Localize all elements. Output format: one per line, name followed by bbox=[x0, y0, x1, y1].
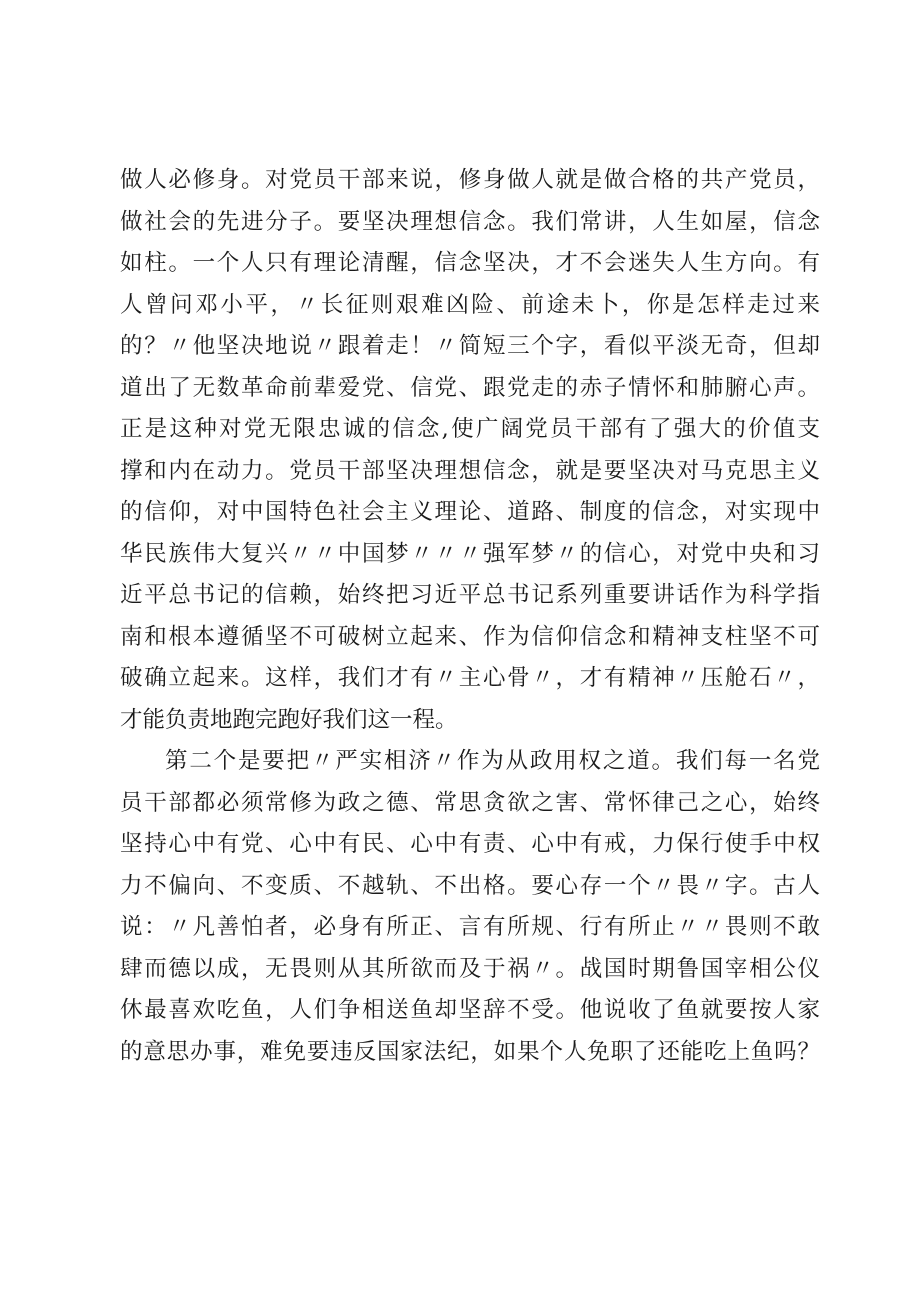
text-line: 的信仰，对中国特色社会主义理论、道路、制度的信念，对实现中 bbox=[120, 499, 820, 525]
text-line: 做社会的先进分子。要坚决理想信念。我们常讲，人生如屋，信念 bbox=[120, 208, 820, 235]
text-line: 说：〃凡善怕者，必身有所正、言有所规、行有所止〃〃畏则不敢 bbox=[120, 914, 820, 940]
text-line: 道出了无数革命前辈爱党、信党、跟党走的赤子情怀和肺腑心声。 bbox=[120, 374, 820, 401]
text-line: 华民族伟大复兴〃〃中国梦〃〃〃强军梦〃的信心，对党中央和习 bbox=[120, 540, 820, 567]
text-line: 的？〃他坚决地说〃跟着走！〃简短三个字，看似平淡无奇，但却 bbox=[120, 333, 820, 359]
text-line: 才能负责地跑完跑好我们这一程。 bbox=[120, 706, 458, 733]
text-line: 如柱。一个人只有理论清醒，信念坚决，才不会迷失人生方向。有 bbox=[120, 250, 820, 276]
text-line: 破确立起来。这样，我们才有〃主心骨〃，才有精神〃压舱石〃， bbox=[120, 665, 820, 691]
text-line: 坚持心中有党、心中有民、心中有责、心中有戒，力保行使手中权 bbox=[120, 831, 820, 857]
text-line: 力不偏向、不变质、不越轨、不出格。要心存一个〃畏〃字。古人 bbox=[120, 872, 820, 899]
text-line: 近平总书记的信赖，始终把习近平总书记系列重要讲话作为科学指 bbox=[120, 582, 820, 608]
text-line: 撑和内在动力。党员干部坚决理想信念，就是要坚决对马克思主义 bbox=[120, 457, 820, 484]
text-line-paragraph-start: 第二个是要把〃严实相济〃作为从政用权之道。我们每一名党 bbox=[165, 748, 820, 774]
text-line: 肆而德以成，无畏则从其所欲而及于祸〃。战国时期鲁国宰相公仪 bbox=[120, 955, 820, 982]
text-line: 正是这种对党无限忠诚的信念,使广阔党员干部有了强大的价值支 bbox=[120, 416, 820, 442]
text-line: 的意思办事，难免要违反国家法纪，如果个人免职了还能吃上鱼吗？ bbox=[120, 1038, 820, 1065]
body-text bbox=[120, 160, 820, 1073]
text-line: 休最喜欢吃鱼，人们争相送鱼却坚辞不受。他说收了鱼就要按人家 bbox=[120, 997, 820, 1023]
text-line: 人曾问邓小平，〃长征则艰难凶险、前途未卜，你是怎样走过来 bbox=[120, 291, 820, 318]
text-line: 员干部都必须常修为政之德、常思贪欲之害、常怀律己之心，始终 bbox=[120, 789, 820, 816]
text-line: 南和根本遵循坚不可破树立起来、作为信仰信念和精神支柱坚不可 bbox=[120, 623, 820, 650]
text-line: 做人必修身。对党员干部来说，修身做人就是做合格的共产党员， bbox=[120, 167, 820, 193]
